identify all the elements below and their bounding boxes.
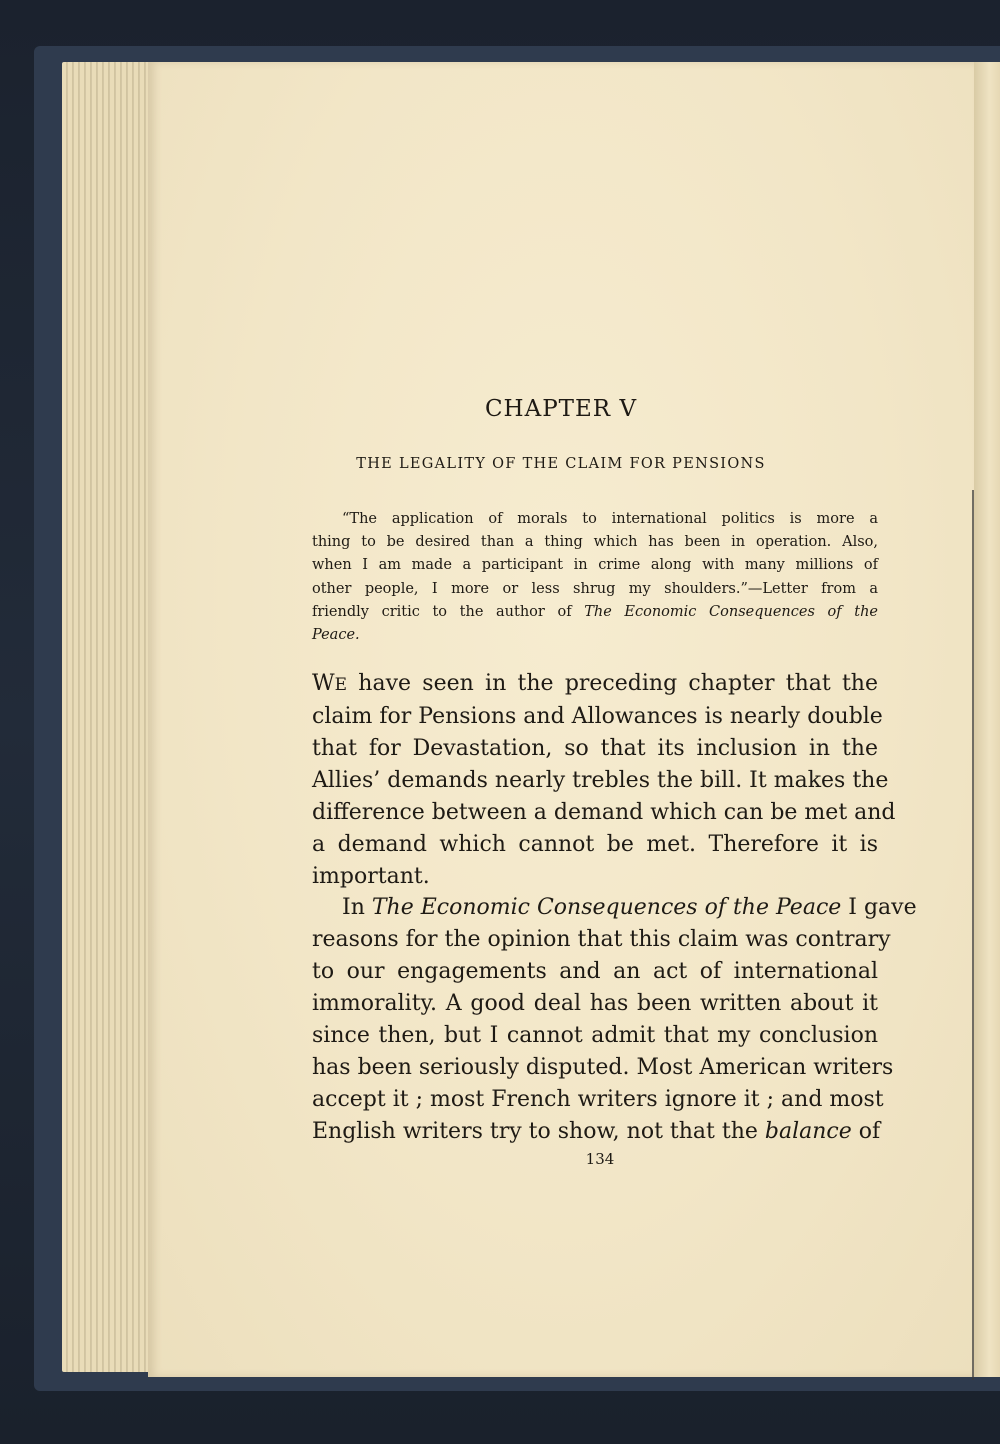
body-line: Allies’ demands nearly trebles the bill. It makes the [312, 768, 889, 793]
body-line: a demand which cannot be met. Therefore it is [312, 832, 878, 857]
epigraph-line: other people, I more or less shrug my shoulders.”—Letter from a [312, 580, 878, 597]
dropcap: W [312, 671, 335, 696]
body-line [312, 668, 878, 701]
epigraph-book-title-end: Peace. [312, 627, 360, 644]
body-line: has been seriously disputed. Most American writers [312, 1055, 894, 1080]
body-line: immorality. A good deal has been written about it [312, 991, 878, 1016]
book-title: The Economic Consequences of the Peace [371, 895, 842, 920]
body-line: that for Devastation, so that its inclusion in the [312, 736, 878, 761]
paragraph-2 [312, 892, 917, 1148]
facing-page-gutter [974, 62, 1000, 1377]
body-line: accept it ; most French writers ignore it ; and most [312, 1087, 884, 1112]
body-line: claim for Pensions and Allowances is nearly double [312, 704, 883, 729]
body-text: In [342, 895, 372, 920]
epigraph-line [312, 601, 878, 624]
gutter-shadow-line [972, 490, 974, 1380]
page-edges [62, 62, 162, 1372]
epigraph-text: friendly critic to the author of [312, 603, 585, 620]
body-line: reasons for the opinion that this claim was contrary [312, 927, 891, 952]
body-line [312, 892, 917, 924]
dropcap-smallcaps: E [334, 675, 348, 695]
epigraph-line: “The application of morals to international politics is more a [342, 511, 878, 527]
body-text: English writers try to show, not that the [312, 1119, 765, 1144]
epigraph-book-title: The Economic Consequences of the [584, 603, 878, 620]
page-number: 134 [585, 1150, 615, 1168]
body-line: important. [312, 864, 430, 889]
chapter-subtitle: THE LEGALITY OF THE CLAIM FOR PENSIONS [356, 456, 766, 472]
body-line: difference between a demand which can be met and [312, 800, 896, 825]
body-line: since then, but I cannot admit that my conclusion [312, 1023, 878, 1048]
epigraph-line [312, 624, 878, 647]
body-text: of [851, 1119, 881, 1144]
epigraph-line: when I am made a participant in crime along with many millions of [312, 557, 878, 574]
body-line [312, 1116, 881, 1148]
body-text: have seen in the preceding chapter that the [347, 671, 878, 696]
paragraph-1 [312, 668, 896, 893]
epigraph-line: thing to be desired than a thing which has been in operation. Also, [312, 534, 878, 551]
body-line: to our engagements and an act of international [312, 959, 878, 984]
emphasis: balance [764, 1119, 852, 1144]
body-text: I gave [841, 895, 917, 920]
chapter-heading: CHAPTER V [484, 396, 638, 422]
epigraph [312, 508, 878, 647]
